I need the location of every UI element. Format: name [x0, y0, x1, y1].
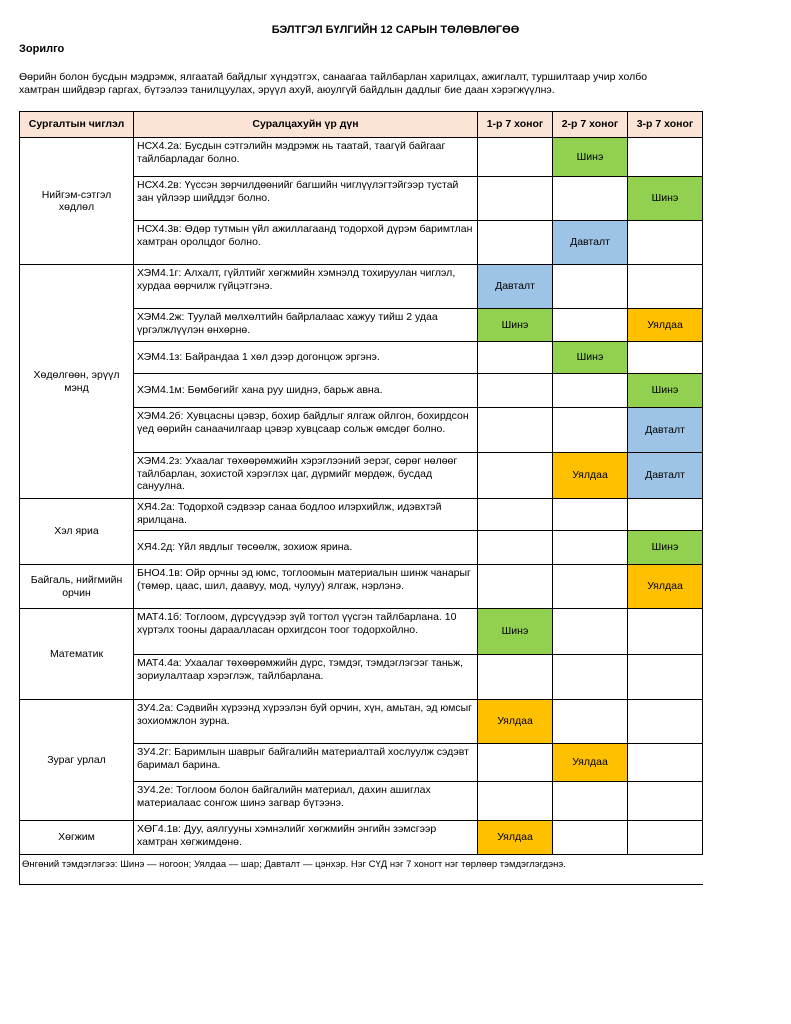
week3-cell: [628, 655, 703, 700]
area-cell: Байгаль, нийгмийн орчин: [20, 565, 134, 609]
week2-cell: [553, 609, 628, 655]
week2-cell: Уялдаа: [553, 453, 628, 499]
week3-cell: [628, 700, 703, 744]
week1-cell: Шинэ: [478, 609, 553, 655]
header-week2: 2-р 7 хоног: [553, 112, 628, 138]
week1-cell: [478, 221, 553, 265]
week3-cell: [628, 782, 703, 821]
week1-cell: [478, 655, 553, 700]
week3-cell: Давталт: [628, 408, 703, 453]
outcome-cell: НСХ4.2в: Үүссэн зөрчилдөөнийг багшийн чиглүүлэгтэйгээр тустай зан үйлээр шийддэг болно.: [134, 177, 478, 221]
week3-cell: [628, 499, 703, 531]
week3-cell: [628, 265, 703, 309]
table-row: [20, 138, 703, 177]
table-row: [20, 265, 703, 309]
week2-cell: [553, 531, 628, 565]
week3-cell: Шинэ: [628, 531, 703, 565]
week1-cell: [478, 177, 553, 221]
outcome-cell: МАТ4.1б: Тоглоом, дүрсүүдээр зүй тогтол үүсгэн тайлбарлана. 10 хүртэлх тооны дараалласан орхигдсон тоог тодорхойлно.: [134, 609, 478, 655]
outcome-cell: ХЭМ4.2з: Ухаалаг төхөөрөмжийн хэрэглээний эерэг, сөрөг нөлөөг тайлбарлан, зохистой хэрэглэх цаг, дүрмийг мөрдөж, бусдад сануулна.: [134, 453, 478, 499]
week1-cell: Шинэ: [478, 309, 553, 342]
week3-cell: [628, 138, 703, 177]
week2-cell: [553, 265, 628, 309]
outcome-cell: МАТ4.4а: Ухаалаг төхөөрөмжийн дүрс, тэмдэг, тэмдэглэгээг таньж, зориулалтаар хэрэглэж, тайлбарлана.: [134, 655, 478, 700]
area-cell: Зураг урлал: [20, 700, 134, 821]
goal-line: хамтран шийдвэр гаргах, бүтээлээ танилцуулах, эрүүл ахуй, аюулгүй байдлын дадлыг бие даан хэрэгжүүлнэ.: [19, 84, 555, 96]
week3-cell: Шинэ: [628, 177, 703, 221]
table-row: [20, 609, 703, 655]
week1-cell: Уялдаа: [478, 821, 553, 855]
week2-cell: [553, 177, 628, 221]
week2-cell: [553, 821, 628, 855]
outcome-cell: ХЭМ4.1м: Бөмбөгийг хана руу шиднэ, барьж авна.: [134, 374, 478, 408]
week2-cell: [553, 655, 628, 700]
week1-cell: Давталт: [478, 265, 553, 309]
table-row: [20, 499, 703, 531]
week2-cell: Уялдаа: [553, 744, 628, 782]
week2-cell: Шинэ: [553, 138, 628, 177]
week1-cell: [478, 342, 553, 374]
goal-heading: Зорилго: [19, 43, 65, 55]
table-row: [20, 821, 703, 855]
table-row: [20, 565, 703, 609]
week1-cell: [478, 499, 553, 531]
area-cell: Математик: [20, 609, 134, 700]
header-week3: 3-р 7 хоног: [628, 112, 703, 138]
outcome-cell: ХЯ4.2д: Үйл явдлыг төсөөлж, зохиож ярина.: [134, 531, 478, 565]
outcome-cell: БНО4.1в: Ойр орчны эд юмс, тоглоомын материалын шинж чанарыг (төмөр, цаас, шил, даавуу, мод, чулуу) ялгаж, нэрлэнэ.: [134, 565, 478, 609]
table-row: [20, 700, 703, 744]
legend-row: [20, 855, 703, 885]
week3-cell: [628, 342, 703, 374]
header-outcome: Суралцахуйн үр дүн: [134, 112, 478, 138]
area-cell: Хөгжим: [20, 821, 134, 855]
area-cell: Хэл яриа: [20, 499, 134, 565]
week1-cell: [478, 782, 553, 821]
page-title: БЭЛТГЭЛ БҮЛГИЙН 12 САРЫН ТӨЛӨВЛӨГӨӨ: [271, 24, 520, 36]
week1-cell: [478, 744, 553, 782]
week2-cell: Давталт: [553, 221, 628, 265]
color-legend: Өнгөний тэмдэглэгээ: Шинэ — ногоон; Уялдаа — шар; Давталт — цэнхэр. Нэг СҮД нэг 7 хоногт нэг төрлөөр тэмдэглэгдэнэ.: [20, 855, 703, 885]
week3-cell: [628, 609, 703, 655]
week1-cell: [478, 408, 553, 453]
week1-cell: [478, 374, 553, 408]
week2-cell: Шинэ: [553, 342, 628, 374]
week3-cell: [628, 821, 703, 855]
week3-cell: Уялдаа: [628, 565, 703, 609]
week2-cell: [553, 700, 628, 744]
week2-cell: [553, 782, 628, 821]
table-header-row: [20, 112, 703, 138]
week1-cell: [478, 531, 553, 565]
week1-cell: Уялдаа: [478, 700, 553, 744]
week3-cell: Давталт: [628, 453, 703, 499]
week2-cell: [553, 374, 628, 408]
outcome-cell: ХӨГ4.1в: Дуу, аялгууны хэмнэлийг хөгжмийн энгийн зэмсгээр хамтран хөгжимдөнө.: [134, 821, 478, 855]
header-week1: 1-р 7 хоног: [478, 112, 553, 138]
week2-cell: [553, 499, 628, 531]
week1-cell: [478, 453, 553, 499]
outcome-cell: ХЭМ4.1з: Байрандаа 1 хөл дээр догонцож эргэнэ.: [134, 342, 478, 374]
outcome-cell: ЗУ4.2е: Тоглоом болон байгалийн материал, дахин ашиглах материалаас сонгож шинэ загвар бүтээнэ.: [134, 782, 478, 821]
week1-cell: [478, 565, 553, 609]
area-cell: Нийгэм-сэтгэл хөдлөл: [20, 138, 134, 265]
header-area: Сургалтын чиглэл: [20, 112, 134, 138]
week3-cell: Уялдаа: [628, 309, 703, 342]
outcome-cell: ХЯ4.2а: Тодорхой сэдвээр санаа бодлоо илэрхийлж, идэвхтэй ярилцана.: [134, 499, 478, 531]
area-cell: Хөдөлгөөн, эрүүл мэнд: [20, 265, 134, 499]
week3-cell: Шинэ: [628, 374, 703, 408]
plan-table: [19, 111, 703, 885]
goal-paragraph: [19, 71, 701, 97]
week2-cell: [553, 565, 628, 609]
week1-cell: [478, 138, 553, 177]
outcome-cell: ХЭМ4.2б: Хувцасны цэвэр, бохир байдлыг ялгаж ойлгон, бохирдсон үед өөрийн санаачилгаар цэвэр хувцсаар сольж өмсдөг болно.: [134, 408, 478, 453]
week3-cell: [628, 744, 703, 782]
week3-cell: [628, 221, 703, 265]
outcome-cell: ХЭМ4.1г: Алхалт, гүйлтийг хөгжмийн хэмнэлд тохируулан чиглэл, хурдаа өөрчилж гүйцэтгэнэ.: [134, 265, 478, 309]
outcome-cell: ХЭМ4.2ж: Туулай мөлхөлтийн байрлалаас хажуу тийш 2 удаа үргэлжлүүлэн өнхөрнө.: [134, 309, 478, 342]
outcome-cell: НСХ4.2а: Бусдын сэтгэлийн мэдрэмж нь таатай, таагүй байгааг тайлбарладаг болно.: [134, 138, 478, 177]
week2-cell: [553, 408, 628, 453]
goal-line: Өөрийн болон бусдын мэдрэмж, ялгаатай байдлыг хүндэтгэх, санаагаа тайлбарлан харилцах, ажиглалт, туршилтаар учир холбо: [19, 71, 648, 83]
outcome-cell: ЗУ4.2а: Сэдвийн хүрээнд хүрээлэн буй орчин, хүн, амьтан, эд юмсыг зохиомжлон зурна.: [134, 700, 478, 744]
outcome-cell: ЗУ4.2г: Баримлын шаврыг байгалийн материалтай хослуулж сэдэвт баримал барина.: [134, 744, 478, 782]
outcome-cell: НСХ4.3в: Өдөр тутмын үйл ажиллагаанд тодорхой дүрэм баримтлан хамтран оролцдог болно.: [134, 221, 478, 265]
week2-cell: [553, 309, 628, 342]
